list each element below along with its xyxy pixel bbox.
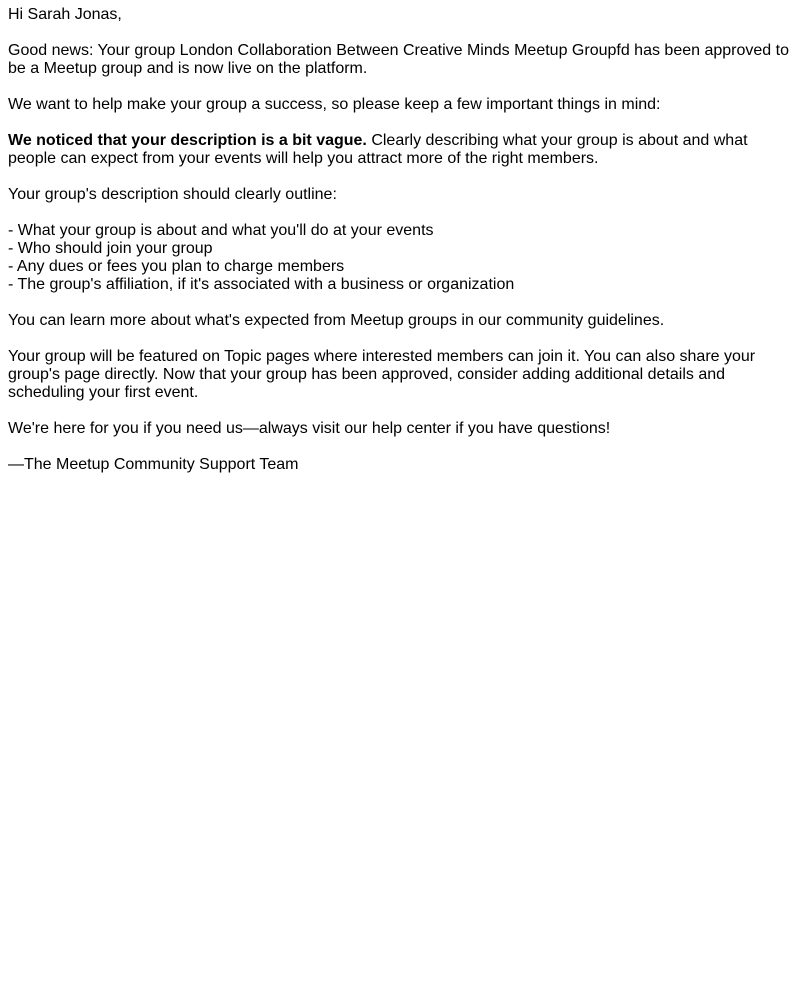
help-paragraph: We're here for you if you need us—always visit our help center if you have questions! (8, 420, 611, 437)
guidelines-paragraph: You can learn more about what's expected from Meetup groups in our community guidelines. (8, 312, 665, 329)
outline-list (8, 222, 792, 294)
signature: —The Meetup Community Support Team (8, 456, 299, 473)
intro-paragraph: We want to help make your group a success, so please keep a few important things in mind: (8, 96, 661, 113)
list-item: - The group's affiliation, if it's associated with a business or organization (8, 276, 515, 293)
list-item: - Who should join your group (8, 240, 213, 257)
notice-paragraph (8, 132, 792, 168)
notice-bold-text: We noticed that your description is a bit vague. (8, 132, 367, 149)
greeting: Hi Sarah Jonas, (8, 6, 122, 23)
outline-heading: Your group's description should clearly outline: (8, 186, 337, 203)
approval-paragraph: Good news: Your group London Collaboration Between Creative Minds Meetup Groupfd has been approved to be a Meetup group and is now live on the platform. (8, 42, 789, 77)
list-item: - What your group is about and what you'll do at your events (8, 222, 434, 239)
list-item: - Any dues or fees you plan to charge members (8, 258, 345, 275)
email-body (0, 0, 800, 474)
featured-paragraph: Your group will be featured on Topic pages where interested members can join it. You can also share your group's page directly. Now that your group has been approved, consider adding additional details and scheduling your first event. (8, 348, 756, 401)
notice-text: Clearly describing what your group is about and what people can expect from your events will help you attract more of the right members. (8, 132, 748, 167)
